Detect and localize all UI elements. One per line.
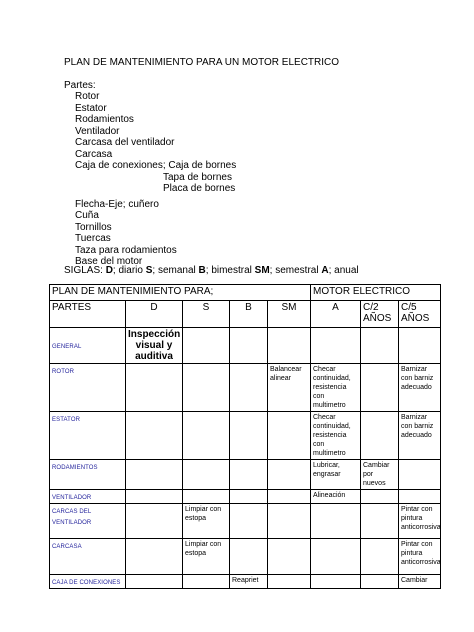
cell-d [126, 364, 183, 412]
cell-a [311, 539, 361, 575]
part-item: Tornillos [75, 221, 112, 233]
table-row [50, 460, 441, 490]
cell-b [230, 412, 268, 460]
column-header: A [311, 301, 361, 328]
cell-a: Lubricar, engrasar [311, 460, 361, 490]
sigla-s: S [145, 265, 153, 276]
cell-b [230, 539, 268, 575]
table-row [50, 575, 441, 589]
cell-c2: Cambiar por nuevos [361, 460, 399, 490]
cell-c5: Cambiar [399, 575, 441, 589]
cell-c5 [399, 460, 441, 490]
part-name: CAJA DE CONEXIONES [52, 580, 121, 586]
cell-c5: Barnizar con barniz adecuado [399, 364, 441, 412]
cell-d: Inspección visual y auditiva [126, 328, 183, 364]
sigla-a: A [321, 265, 329, 276]
sub-part-item: Placa de bornes [163, 183, 236, 194]
cell-sm [268, 575, 311, 589]
cell-c5: Barnizar con barniz adecuado [399, 412, 441, 460]
part-name: VENTILADOR [52, 495, 92, 501]
cell-d [126, 575, 183, 589]
cell-c2 [361, 364, 399, 412]
column-header: PARTES [50, 301, 126, 328]
part-name: GENERAL [52, 344, 82, 350]
cell-b [230, 328, 268, 364]
part-item: Base del motor [75, 256, 143, 267]
part-item: Rodamientos [75, 114, 134, 125]
parts-label: Partes: [64, 80, 96, 91]
cell-b: Reapriet [230, 575, 268, 589]
column-header: SM [268, 301, 311, 328]
table-row [50, 504, 441, 539]
part-name: ESTATOR [52, 417, 81, 423]
sub-part-item: Tapa de bornes [163, 171, 232, 183]
maintenance-table [49, 284, 441, 589]
sigla-a-text: ; anual [328, 265, 359, 276]
part-item: Tuercas [75, 233, 111, 244]
sigla-sm-text: ; semestral [269, 265, 322, 276]
cell-c5 [399, 490, 441, 504]
cell-d [126, 460, 183, 490]
parts-list [75, 91, 236, 268]
part-item: Rotor [75, 91, 100, 102]
table-row [50, 412, 441, 460]
table-row [50, 364, 441, 412]
sigla-sm: SM [254, 265, 270, 276]
cell-c2 [361, 539, 399, 575]
cell-s [183, 490, 230, 504]
cell-sm [268, 412, 311, 460]
cell-s [183, 412, 230, 460]
table-header-left: PLAN DE MANTENIMIENTO PARA; [50, 285, 311, 301]
cell-s [183, 460, 230, 490]
siglas-line [64, 265, 359, 276]
column-header: S [183, 301, 230, 328]
sigla-s-text: ; semanal [152, 265, 199, 276]
sigla-d: D [105, 265, 113, 276]
cell-sm [268, 460, 311, 490]
part-name: RODAMIENTOS [52, 465, 98, 471]
cell-d [126, 504, 183, 539]
table-row [50, 328, 441, 364]
cell-s: Limpiar con estopa [183, 504, 230, 539]
column-header: D [126, 301, 183, 328]
cell-c2 [361, 575, 399, 589]
part-item: Flecha-Eje; cuñero [75, 198, 159, 210]
cell-a [311, 575, 361, 589]
cell-c5 [399, 328, 441, 364]
cell-c5: Pintar con pintura anticorrosiva [399, 504, 441, 539]
sigla-d-text: ; diario [112, 265, 146, 276]
cell-d [126, 490, 183, 504]
column-header: C/5 AÑOS [399, 301, 441, 328]
cell-s [183, 364, 230, 412]
cell-s: Limpiar con estopa [183, 539, 230, 575]
cell-a: Checar continuidad, resistencia con multimetro [311, 364, 361, 412]
part-item: Taza para rodamientos [75, 244, 177, 256]
column-header: B [230, 301, 268, 328]
cell-b [230, 364, 268, 412]
part-item: Carcasa del ventilador [75, 137, 175, 148]
cell-c2 [361, 328, 399, 364]
sigla-b: B [198, 265, 206, 276]
part-item: Carcasa [75, 148, 113, 160]
cell-sm [268, 539, 311, 575]
column-header: C/2 AÑOS [361, 301, 399, 328]
cell-c2 [361, 504, 399, 539]
cell-a [311, 328, 361, 364]
part-item: Caja de conexiones; Caja de bornes [75, 160, 237, 171]
sigla-b-text: ; bimestral [205, 265, 255, 276]
part-name: CARCAS DEL VENTILADOR [52, 509, 92, 526]
cell-a [311, 504, 361, 539]
cell-c2 [361, 412, 399, 460]
cell-sm [268, 328, 311, 364]
cell-c2 [361, 490, 399, 504]
part-item: Ventilador [75, 125, 120, 137]
cell-b [230, 460, 268, 490]
cell-sm [268, 490, 311, 504]
cell-s [183, 328, 230, 364]
cell-s [183, 575, 230, 589]
cell-d [126, 412, 183, 460]
part-name: CARCASA [52, 544, 82, 550]
cell-b [230, 504, 268, 539]
part-item: Cuña [75, 210, 99, 221]
cell-sm [268, 504, 311, 539]
cell-c5: Pintar con pintura anticorrosiva [399, 539, 441, 575]
table-header-right: MOTOR ELECTRICO [311, 285, 441, 301]
table-row [50, 490, 441, 504]
cell-d [126, 539, 183, 575]
cell-a: Checar continuidad, resistencia con multimetro [311, 412, 361, 460]
table-row [50, 539, 441, 575]
cell-b [230, 490, 268, 504]
part-item: Estator [75, 102, 107, 114]
cell-a: Alineación [311, 490, 361, 504]
cell-sm: Balancear alinear [268, 364, 311, 412]
siglas-prefix: SIGLAS: [64, 265, 106, 276]
part-name: ROTOR [52, 369, 75, 375]
document-title: PLAN DE MANTENIMIENTO PARA UN MOTOR ELECTRICO [64, 57, 340, 68]
